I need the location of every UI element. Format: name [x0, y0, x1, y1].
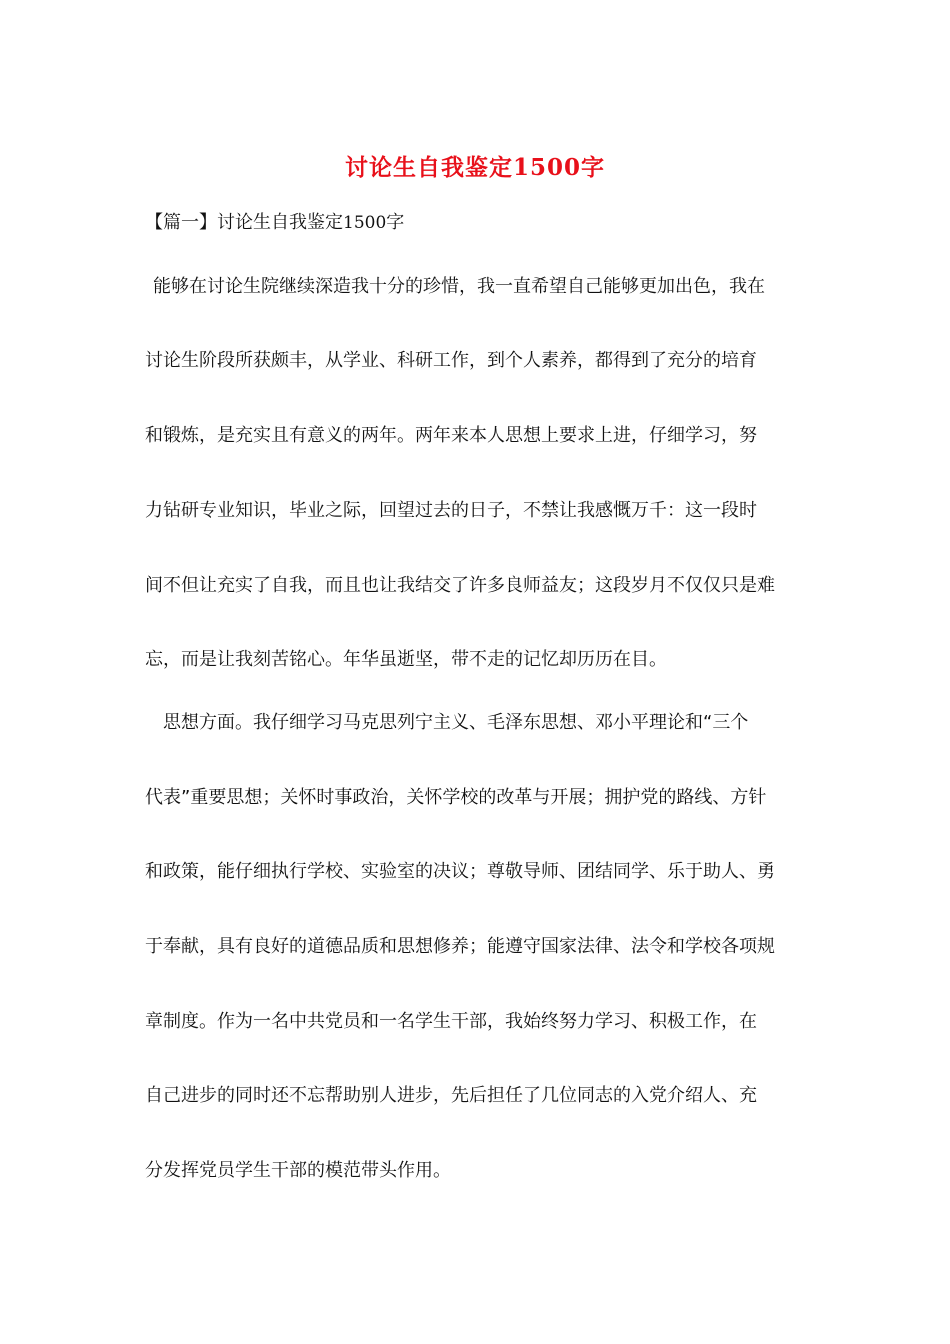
section-heading-prefix: 【篇一】讨论生自我鉴定	[145, 212, 343, 233]
document-title: 讨论生自我鉴定1500字	[344, 154, 605, 181]
paragraph-line: 和政策，能仔细执行学校、实验室的决议；尊敬导师、团结同学、乐于助人、勇	[145, 861, 775, 882]
paragraph-line: 于奉献，具有良好的道德品质和思想修养；能遵守国家法律、法令和学校各项规	[145, 936, 775, 957]
paragraph-line: 力钻研专业知识，毕业之际，回望过去的日子，不禁让我感慨万千：这一段时	[145, 500, 757, 521]
section-heading-number: 1500	[343, 213, 387, 233]
section-heading-suffix: 字	[386, 212, 405, 233]
paragraph-line: 章制度。作为一名中共党员和一名学生干部，我始终努力学习、积极工作，在	[145, 1011, 757, 1032]
paragraph-line: 代表”重要思想；关怀时事政治，关怀学校的改革与开展；拥护党的路线、方针	[145, 787, 767, 808]
paragraph-line: 忘，而是让我刻苦铭心。年华虽逝坚，带不走的记忆却历历在目。	[145, 649, 667, 670]
paragraph-line: 间不但让充实了自我，而且也让我结交了许多良师益友；这段岁月不仅仅只是难	[145, 575, 775, 596]
paragraph-line: 自己进步的同时还不忘帮助别人进步，先后担任了几位同志的入党介绍人、充	[145, 1085, 757, 1106]
paragraph-line: 讨论生阶段所获颇丰，从学业、科研工作，到个人素养，都得到了充分的培育	[145, 350, 757, 371]
paragraph-line: 思想方面。我仔细学习马克思列宁主义、毛泽东思想、邓小平理论和“三个	[163, 712, 749, 733]
section-heading	[145, 208, 404, 238]
paragraph-line: 和锻炼，是充实且有意义的两年。两年来本人思想上要求上进，仔细学习，努	[145, 425, 757, 446]
paragraph-line: 分发挥党员学生干部的模范带头作用。	[145, 1160, 451, 1181]
paragraph-line: 能够在讨论生院继续深造我十分的珍惜，我一直希望自己能够更加出色，我在	[153, 276, 765, 297]
